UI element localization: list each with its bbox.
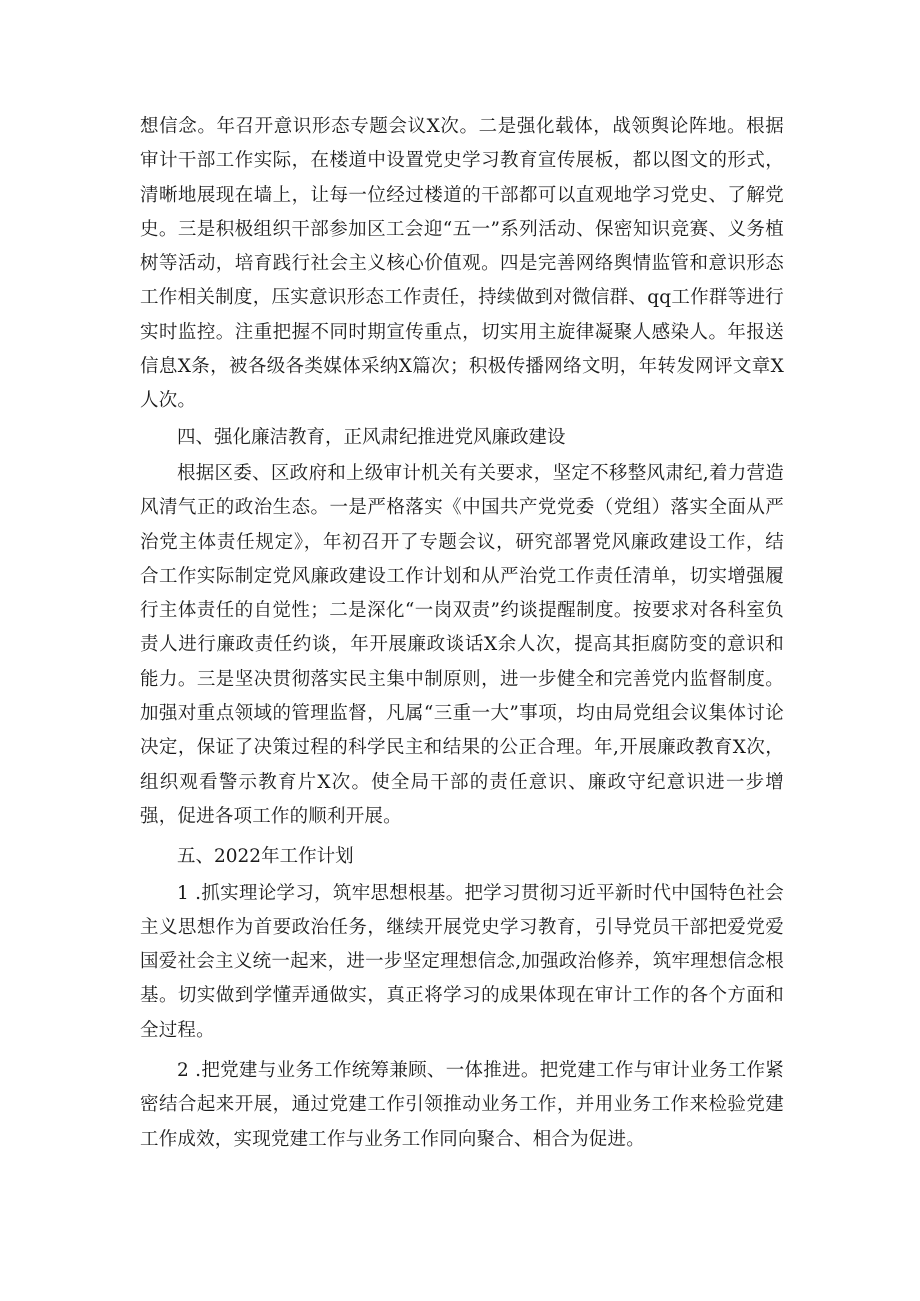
paragraph-integrity-education: 根据区委、区政府和上级审计机关有关要求，坚定不移整风肃纪,着力营造风清气正的政治生态。一是严格落实《中国共产党党委（党组）落实全面从严治党主体责任规定》，年初召开了专题会议，研究部署党风廉政建设工作，结合工作实际制定党风廉政建设工作计划和从严治党工作责任清单，切实增强履行主体责任的自觉性；二是深化“一岗双责”约谈提醒制度。按要求对各科室负责人进行廉政责任约谈，年开展廉政谈话X余人次，提高其拒腐防变的意识和能力。三是坚决贯彻落实民主集中制原则，进一步健全和完善党内监督制度。加强对重点领域的管理监督，凡属“三重一大”事项，均由局党组会议集体讨论决定，保证了决策过程的科学民主和结果的公正合理。年,开展廉政教育X次，组织观看警示教育片X次。使全局干部的责任意识、廉政守纪意识进一步增强，促进各项工作的顺利开展。 xyxy=(140,462,784,827)
paragraph-ideology-work: 想信念。年召开意识形态专题会议X次。二是强化载体，战领舆论阵地。根据审计干部工作实际，在楼道中设置党史学习教育宣传展板，都以图文的形式，清晰地展现在墙上，让每一位经过楼道的干部都可以直观地学习党史、了解党史。三是积极组织干部参加区工会迎“五一”系列活动、保密知识竞赛、义务植树等活动，培育践行社会主义核心价值观。四是完善网络舆情监管和意识形态工作相关制度，压实意识形态工作责任，持续做到对微信群、qq工作群等进行实时监控。注重把握不同时期宣传重点，切实用主旋律凝聚人感染人。年报送信息X条，被各级各类媒体采纳X篇次；积极传播网络文明，年转发网评文章X人次。 xyxy=(140,116,784,412)
plan-item-party-building: 2 .把党建与业务工作统筹兼顾、一体推进。把党建工作与审计业务工作紧密结合起来开展，通过党建工作引领推动业务工作，并用业务工作来检验党建工作成效，实现党建工作与业务工作同向聚合、相合为促进。 xyxy=(140,1060,784,1150)
document-page xyxy=(140,110,784,1157)
section-heading-integrity-education: 四、强化廉洁教育，正风肃纪推进党风廉政建设 xyxy=(177,426,566,448)
plan-item-theory-study: 1 .抓实理论学习，筑牢思想根基。把学习贯彻习近平新时代中国特色社会主义思想作为首要政治任务，继续开展党史学习教育，引导党员干部把爱党爱国爱社会主义统一起来，进一步坚定理想信念,加强政治修养，筑牢理想信念根基。切实做到学懂弄通做实，真正将学习的成果体现在审计工作的各个方面和全过程。 xyxy=(140,882,784,1041)
section-heading-work-plan: 五、2022年工作计划 xyxy=(177,846,354,868)
